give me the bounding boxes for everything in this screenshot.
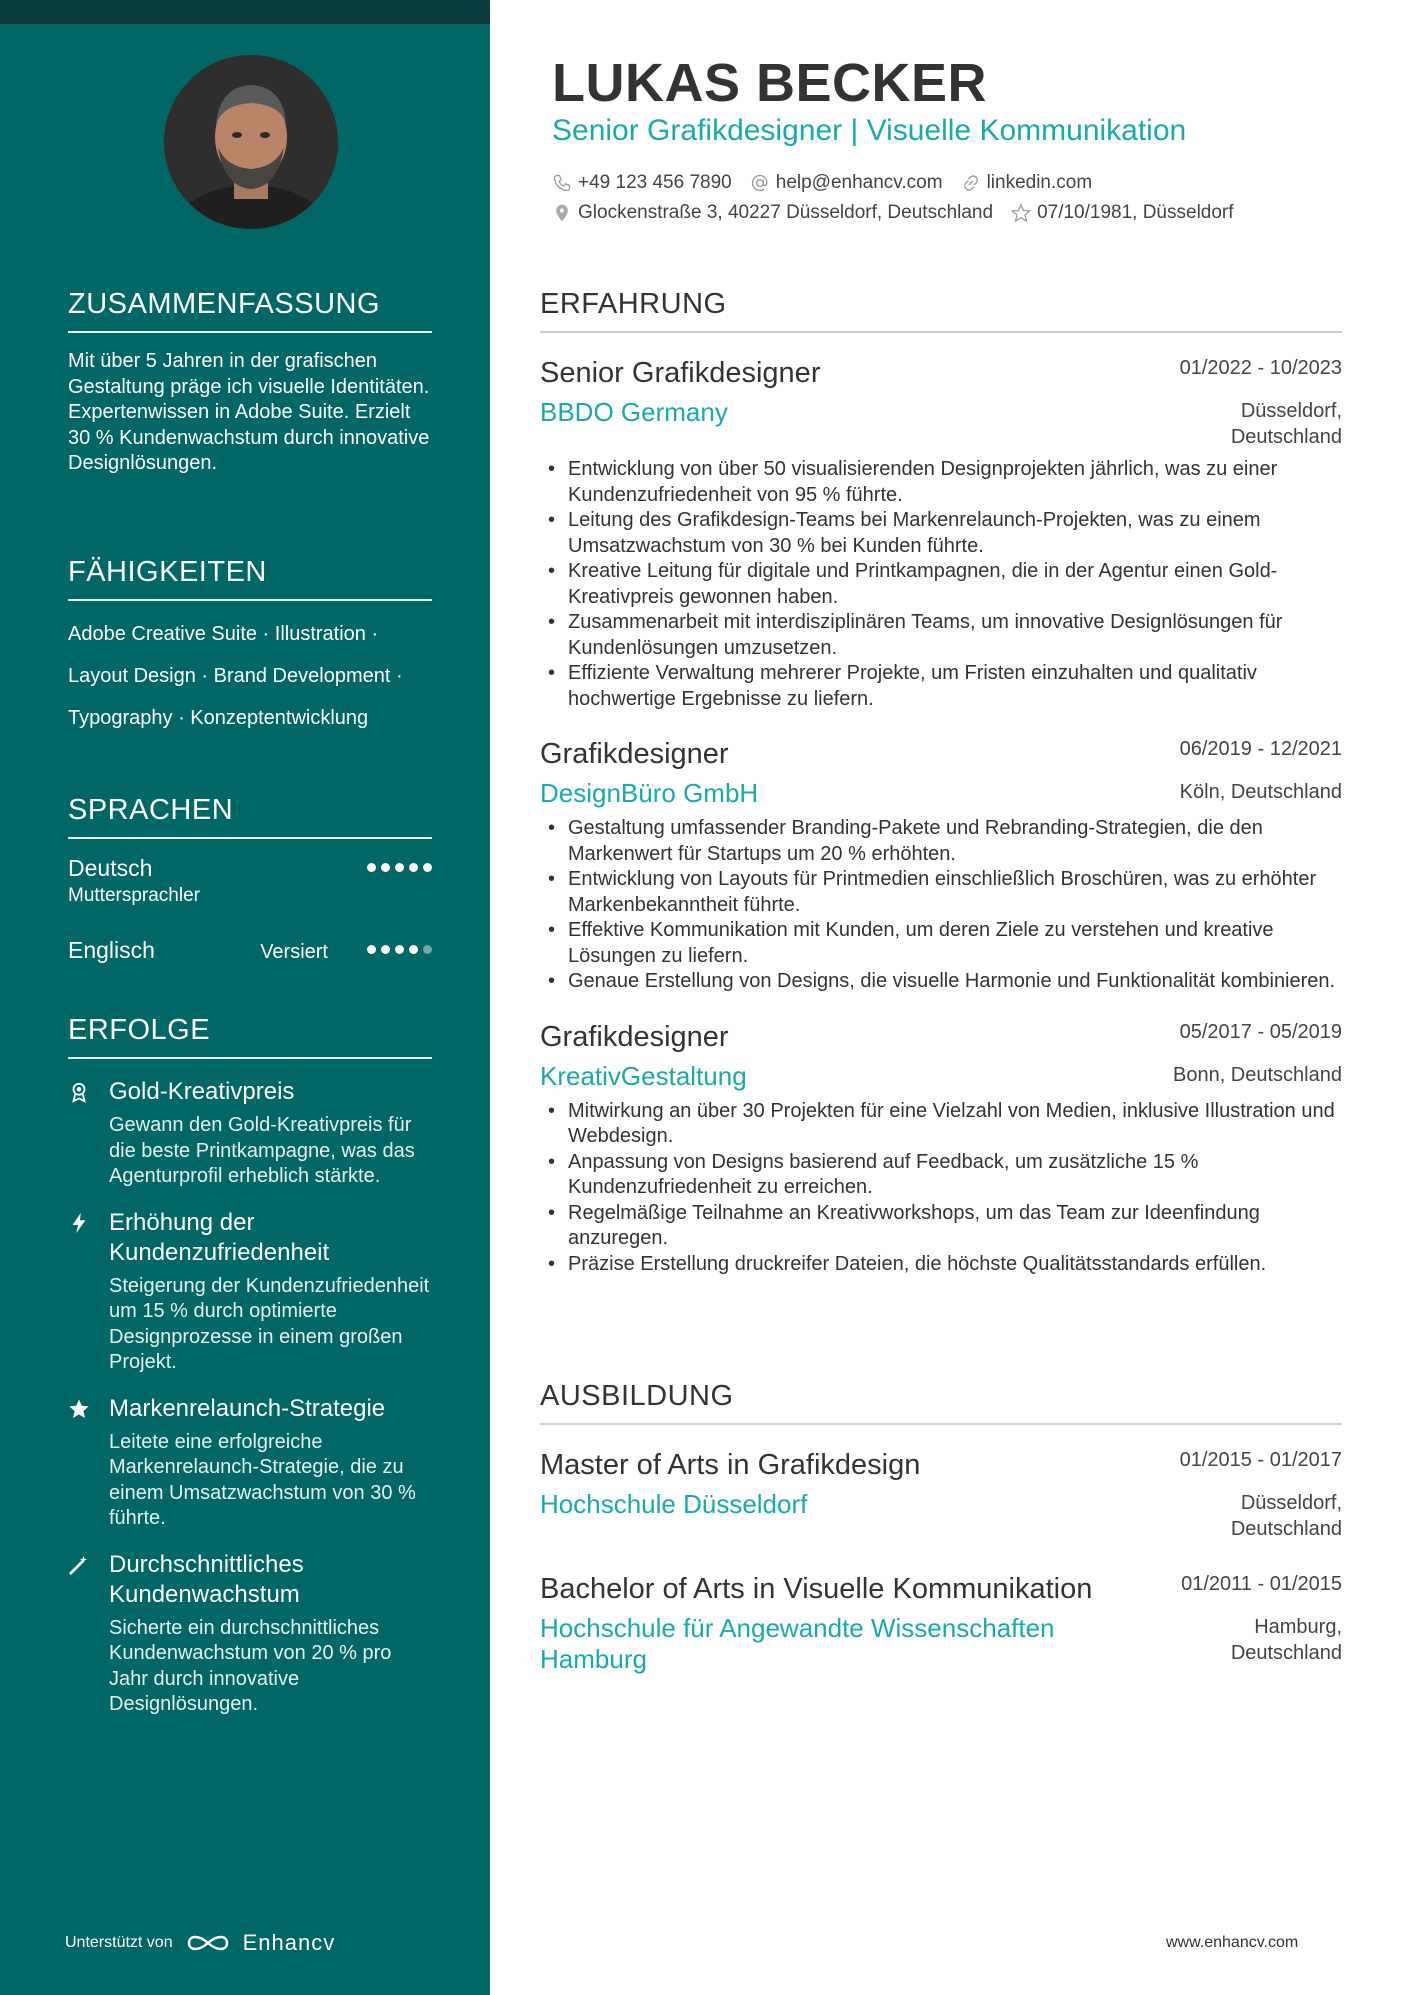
contact-email[interactable] xyxy=(750,172,943,194)
birth-text: 07/10/1981, Düsseldorf xyxy=(1037,202,1234,223)
job-location: Düsseldorf, Deutschland xyxy=(1230,400,1342,448)
phone-text: +49 123 456 7890 xyxy=(578,172,732,193)
powered-label: Unterstützt von xyxy=(65,1934,173,1951)
school-location: Düsseldorf, Deutschland xyxy=(1230,1492,1342,1540)
rating-dot xyxy=(409,945,418,954)
location-pin-icon xyxy=(552,203,572,223)
job-location: Bonn, Deutschland xyxy=(1172,1063,1342,1086)
achievement-desc: Sicherte ein durchschnittliches Kundenwachstum von 20 % pro Jahr durch innovative Designlösungen. xyxy=(109,1616,392,1715)
achievement-item xyxy=(68,1208,432,1376)
job-company: KreativGestaltung xyxy=(540,1060,747,1091)
candidate-title: Senior Grafikdesigner | Visuelle Kommunikation xyxy=(552,114,1187,147)
education-dates: 01/2015 - 01/2017 xyxy=(1179,1449,1342,1471)
candidate-name: LUKAS BECKER xyxy=(552,53,988,113)
achievement-title: Erhöhung der Kundenzufriedenheit xyxy=(109,1208,330,1266)
contact-row xyxy=(552,202,1234,224)
linkedin-text: linkedin.com xyxy=(986,172,1093,193)
achievement-desc: Steigerung der Kundenzufriedenheit um 15 % durch optimierte Designprozesse in einem großen Projekt. xyxy=(109,1274,430,1373)
bullet-item: • Zusammenarbeit mit interdisziplinären Teams, um innovative Designlösungen für Kundenlösungen umzusetzen. xyxy=(540,610,1342,661)
degree-title: Bachelor of Arts in Visuelle Kommunikation xyxy=(540,1573,1093,1605)
education-dates: 01/2011 - 01/2015 xyxy=(1181,1573,1342,1595)
bullet-item: • Leitung des Grafikdesign-Teams bei Markenrelaunch-Projekten, was zu einem Umsatzwachstum von 30 % bei Kunden führte. xyxy=(540,508,1342,559)
bullet-item: • Genaue Erstellung von Designs, die visuelle Harmonie und Funktionalität kombinieren. xyxy=(540,969,1342,995)
education-entry xyxy=(540,1571,1342,1675)
job-company: DesignBüro GmbH xyxy=(540,778,759,808)
achievement-item xyxy=(68,1394,432,1532)
language-name: Englisch xyxy=(68,937,155,963)
degree-title: Master of Arts in Grafikdesign xyxy=(540,1449,921,1481)
skills-line: Typography · Konzeptentwicklung xyxy=(68,707,369,729)
experience-entry xyxy=(540,736,1342,995)
language-rating xyxy=(367,945,432,954)
bullet-item: • Anpassung von Designs basierend auf Feedback, um zusätzliche 15 % Kundenzufriedenheit zu erreichen. xyxy=(540,1150,1342,1201)
bullet-item: • Kreative Leitung für digitale und Printkampagnen, die in der Agentur einen Gold-Kreativpreis gewonnen haben. xyxy=(540,559,1342,610)
experience-section xyxy=(540,288,1342,1277)
bullet-item: • Entwicklung von über 50 visualisierenden Designprojekten jährlich, was zu einer Kundenzufriedenheit von 95 % führte. xyxy=(540,457,1342,508)
sidebar xyxy=(0,0,490,1995)
experience-entry xyxy=(540,355,1342,712)
job-company: BBDO Germany xyxy=(540,397,728,427)
achievement-title: Durchschnittliches Kundenwachstum xyxy=(109,1550,304,1608)
achievements-section xyxy=(68,1014,432,1718)
skills-section xyxy=(68,556,432,739)
magic-wand-icon xyxy=(68,1554,90,1576)
language-item xyxy=(68,925,432,989)
job-dates: 01/2022 - 10/2023 xyxy=(1179,357,1342,379)
achievement-title: Gold-Kreativpreis xyxy=(109,1078,295,1105)
powered-brand: Enhancv xyxy=(242,1930,336,1955)
achievement-desc: Gewann den Gold-Kreativpreis für die beste Printkampagne, was das Agenturprofil erheblich stärkte. xyxy=(109,1114,415,1187)
footer-url[interactable]: www.enhancv.com xyxy=(1166,1934,1299,1951)
education-heading: AUSBILDUNG xyxy=(540,1380,1342,1425)
education-entry xyxy=(540,1447,1342,1540)
school-name: Hochschule für Angewandte Wissenschaften Hamburg xyxy=(540,1613,1055,1674)
bullet-item: • Gestaltung umfassender Branding-Pakete und Rebranding-Strategien, die den Markenwert für Startups um 20 % erhöhten. xyxy=(540,816,1342,867)
address-text: Glockenstraße 3, 40227 Düsseldorf, Deutschland xyxy=(578,202,994,223)
email-text: help@enhancv.com xyxy=(775,172,943,193)
rating-dot xyxy=(367,945,376,954)
job-bullets xyxy=(540,457,1342,712)
achievements-heading: ERFOLGE xyxy=(68,1014,432,1059)
language-rating xyxy=(367,863,432,872)
powered-by xyxy=(65,1930,335,1956)
contact-row xyxy=(552,172,1092,194)
rating-dot xyxy=(381,863,390,872)
bullet-item: • Effiziente Verwaltung mehrerer Projekte, um Fristen einzuhalten und qualitativ hochwertige Ergebnisse zu liefern. xyxy=(540,661,1342,712)
rating-dot xyxy=(395,945,404,954)
achievement-desc: Leitete eine erfolgreiche Markenrelaunch-Strategie, die zu einem Umsatzwachstum von 30 % führte. xyxy=(109,1430,416,1529)
star-outline-icon xyxy=(1011,203,1031,223)
bullet-item: • Regelmäßige Teilnahme an Kreativworkshops, um das Team zur Ideenfindung anzuregen. xyxy=(540,1201,1342,1252)
language-level: Versiert xyxy=(260,941,328,963)
rating-dot xyxy=(367,863,376,872)
job-bullets xyxy=(540,816,1342,995)
avatar xyxy=(164,55,338,229)
sidebar-top-bar xyxy=(0,0,490,24)
rating-dot xyxy=(409,863,418,872)
job-bullets xyxy=(540,1099,1342,1278)
contact-birth xyxy=(1011,202,1233,224)
language-item xyxy=(68,843,432,907)
bullet-item: • Effektive Kommunikation mit Kunden, um deren Ziele zu verstehen und kreative Lösungen zu liefern. xyxy=(540,918,1342,969)
contact-linkedin[interactable] xyxy=(961,172,1093,194)
summary-heading: ZUSAMMENFASSUNG xyxy=(68,288,432,333)
skills-line: Adobe Creative Suite · Illustration · xyxy=(68,623,379,645)
skills-line: Layout Design · Brand Development · xyxy=(68,665,403,687)
enhancv-logo-icon xyxy=(185,1931,231,1955)
school-location: Hamburg, Deutschland xyxy=(1230,1616,1342,1664)
skills-heading: FÄHIGKEITEN xyxy=(68,556,432,601)
achievement-title: Markenrelaunch-Strategie xyxy=(109,1394,386,1422)
language-level: Muttersprachler xyxy=(68,885,200,906)
summary-text: Mit über 5 Jahren in der grafischen Gestaltung präge ich visuelle Identitäten. Expertenwissen in Adobe Suite. Erzielt 30 % Kundenwachstum durch innovative Designlösungen. xyxy=(68,350,430,474)
languages-section xyxy=(68,794,432,989)
contact-phone[interactable] xyxy=(552,172,732,194)
job-location: Köln, Deutschland xyxy=(1179,781,1342,803)
experience-entry xyxy=(540,1019,1342,1278)
skills-list xyxy=(68,613,432,739)
job-role: Grafikdesigner xyxy=(540,1020,729,1053)
rating-dot xyxy=(395,863,404,872)
bolt-icon xyxy=(68,1212,90,1234)
avatar-portrait-icon xyxy=(164,55,338,229)
at-sign-icon xyxy=(750,173,770,193)
job-dates: 06/2019 - 12/2021 xyxy=(1179,738,1342,760)
summary-section xyxy=(68,288,432,477)
languages-heading: SPRACHEN xyxy=(68,794,432,839)
achievement-item xyxy=(68,1550,432,1718)
rating-dot xyxy=(423,863,432,872)
job-dates: 05/2017 - 05/2019 xyxy=(1179,1020,1342,1043)
star-icon xyxy=(68,1398,90,1420)
school-name: Hochschule Düsseldorf xyxy=(540,1489,808,1519)
award-icon xyxy=(68,1081,90,1103)
rating-dot xyxy=(381,945,390,954)
bullet-item: • Entwicklung von Layouts für Printmedien einschließlich Broschüren, was zu erhöhter Markenbekanntheit führte. xyxy=(540,867,1342,918)
bullet-item: • Mitwirkung an über 30 Projekten für eine Vielzahl von Medien, inklusive Illustration und Webdesign. xyxy=(540,1099,1342,1150)
phone-icon xyxy=(552,173,572,193)
bullet-item: • Präzise Erstellung druckreifer Dateien, die höchste Qualitätsstandards erfüllen. xyxy=(540,1252,1342,1278)
contact-address xyxy=(552,202,993,224)
job-role: Grafikdesigner xyxy=(540,738,729,770)
achievement-item xyxy=(68,1077,432,1190)
job-role: Senior Grafikdesigner xyxy=(540,357,821,389)
language-name: Deutsch xyxy=(68,855,153,881)
rating-dot-empty xyxy=(423,945,432,954)
experience-heading: ERFAHRUNG xyxy=(540,288,1342,333)
education-section xyxy=(540,1380,1342,1675)
link-icon xyxy=(961,173,981,193)
